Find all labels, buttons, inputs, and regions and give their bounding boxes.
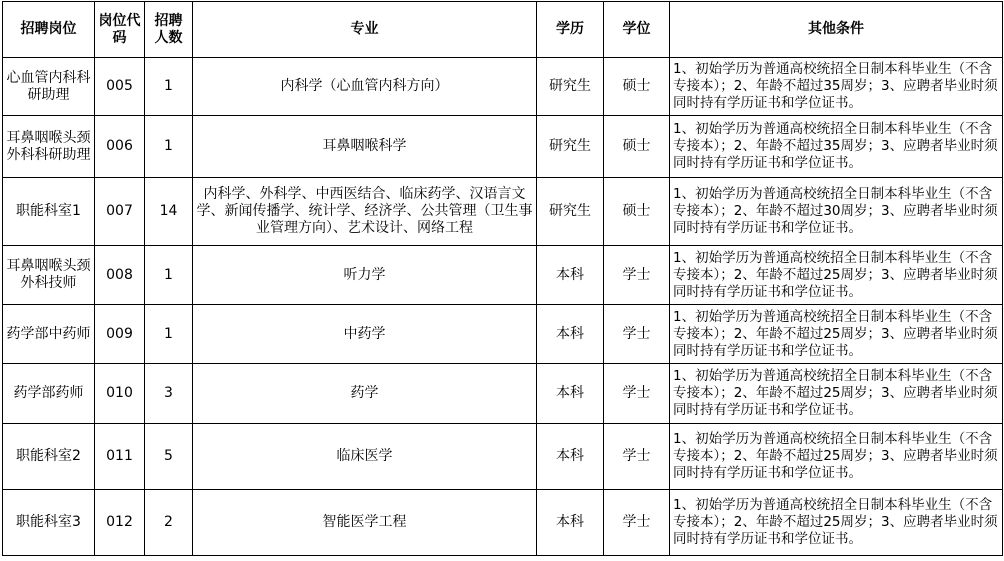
cell-position: 职能科室1 [3, 178, 95, 246]
cell-code: 008 [95, 246, 145, 305]
table-row [3, 364, 1003, 424]
cell-code: 010 [95, 364, 145, 424]
cell-major: 药学 [193, 364, 537, 424]
cell-education: 本科 [537, 305, 604, 364]
table-row [3, 246, 1003, 305]
cell-count: 1 [145, 58, 193, 116]
cell-code: 009 [95, 305, 145, 364]
cell-degree: 硕士 [604, 178, 670, 246]
table-row [3, 490, 1003, 556]
table-row [3, 116, 1003, 178]
cell-position: 耳鼻咽喉头颈外科科研助理 [3, 116, 95, 178]
cell-degree: 学士 [604, 364, 670, 424]
cell-code: 012 [95, 490, 145, 556]
cell-count: 3 [145, 364, 193, 424]
cell-education: 研究生 [537, 58, 604, 116]
cell-conditions: 1、初始学历为普通高校统招全日制本科毕业生（不含专接本）；2、年龄不超过30周岁；3、应聘者毕业时须同时持有学历证书和学位证书。 [670, 178, 1003, 246]
cell-position: 心血管内科科研助理 [3, 58, 95, 116]
header-degree: 学位 [604, 2, 670, 58]
cell-code: 007 [95, 178, 145, 246]
cell-major: 内科学、外科学、中西医结合、临床药学、汉语言文学、新闻传播学、统计学、经济学、公共管理（卫生事业管理方向）、艺术设计、网络工程 [193, 178, 537, 246]
recruitment-table [2, 1, 1003, 556]
cell-count: 1 [145, 305, 193, 364]
cell-conditions: 1、初始学历为普通高校统招全日制本科毕业生（不含专接本）；2、年龄不超过35周岁；3、应聘者毕业时须同时持有学历证书和学位证书。 [670, 116, 1003, 178]
cell-conditions: 1、初始学历为普通高校统招全日制本科毕业生（不含专接本）；2、年龄不超过35周岁；3、应聘者毕业时须同时持有学历证书和学位证书。 [670, 58, 1003, 116]
header-conditions: 其他条件 [670, 2, 1003, 58]
cell-count: 1 [145, 246, 193, 305]
table-row [3, 305, 1003, 364]
cell-count: 2 [145, 490, 193, 556]
table-row [3, 178, 1003, 246]
cell-count: 5 [145, 424, 193, 490]
cell-degree: 学士 [604, 424, 670, 490]
cell-major: 耳鼻咽喉科学 [193, 116, 537, 178]
header-count: 招聘人数 [145, 2, 193, 58]
cell-education: 本科 [537, 490, 604, 556]
table-row [3, 58, 1003, 116]
cell-major: 智能医学工程 [193, 490, 537, 556]
cell-conditions: 1、初始学历为普通高校统招全日制本科毕业生（不含专接本）；2、年龄不超过25周岁；3、应聘者毕业时须同时持有学历证书和学位证书。 [670, 246, 1003, 305]
cell-education: 研究生 [537, 116, 604, 178]
cell-education: 研究生 [537, 178, 604, 246]
cell-education: 本科 [537, 424, 604, 490]
cell-position: 药学部中药师 [3, 305, 95, 364]
cell-conditions: 1、初始学历为普通高校统招全日制本科毕业生（不含专接本）；2、年龄不超过25周岁；3、应聘者毕业时须同时持有学历证书和学位证书。 [670, 305, 1003, 364]
cell-degree: 学士 [604, 490, 670, 556]
cell-degree: 硕士 [604, 58, 670, 116]
cell-code: 011 [95, 424, 145, 490]
cell-position: 药学部药师 [3, 364, 95, 424]
cell-major: 内科学（心血管内科方向） [193, 58, 537, 116]
cell-position: 职能科室3 [3, 490, 95, 556]
header-education: 学历 [537, 2, 604, 58]
cell-count: 1 [145, 116, 193, 178]
header-major: 专业 [193, 2, 537, 58]
cell-degree: 学士 [604, 305, 670, 364]
cell-major: 中药学 [193, 305, 537, 364]
header-code: 岗位代码 [95, 2, 145, 58]
cell-code: 006 [95, 116, 145, 178]
table-row [3, 424, 1003, 490]
cell-degree: 学士 [604, 246, 670, 305]
cell-conditions: 1、初始学历为普通高校统招全日制本科毕业生（不含专接本）；2、年龄不超过25周岁；3、应聘者毕业时须同时持有学历证书和学位证书。 [670, 424, 1003, 490]
cell-code: 005 [95, 58, 145, 116]
cell-degree: 硕士 [604, 116, 670, 178]
cell-count: 14 [145, 178, 193, 246]
cell-education: 本科 [537, 246, 604, 305]
cell-major: 临床医学 [193, 424, 537, 490]
table-header-row [3, 2, 1003, 58]
cell-education: 本科 [537, 364, 604, 424]
cell-major: 听力学 [193, 246, 537, 305]
cell-position: 职能科室2 [3, 424, 95, 490]
cell-position: 耳鼻咽喉头颈外科技师 [3, 246, 95, 305]
cell-conditions: 1、初始学历为普通高校统招全日制本科毕业生（不含专接本）；2、年龄不超过25周岁；3、应聘者毕业时须同时持有学历证书和学位证书。 [670, 490, 1003, 556]
header-position: 招聘岗位 [3, 2, 95, 58]
cell-conditions: 1、初始学历为普通高校统招全日制本科毕业生（不含专接本）；2、年龄不超过25周岁；3、应聘者毕业时须同时持有学历证书和学位证书。 [670, 364, 1003, 424]
